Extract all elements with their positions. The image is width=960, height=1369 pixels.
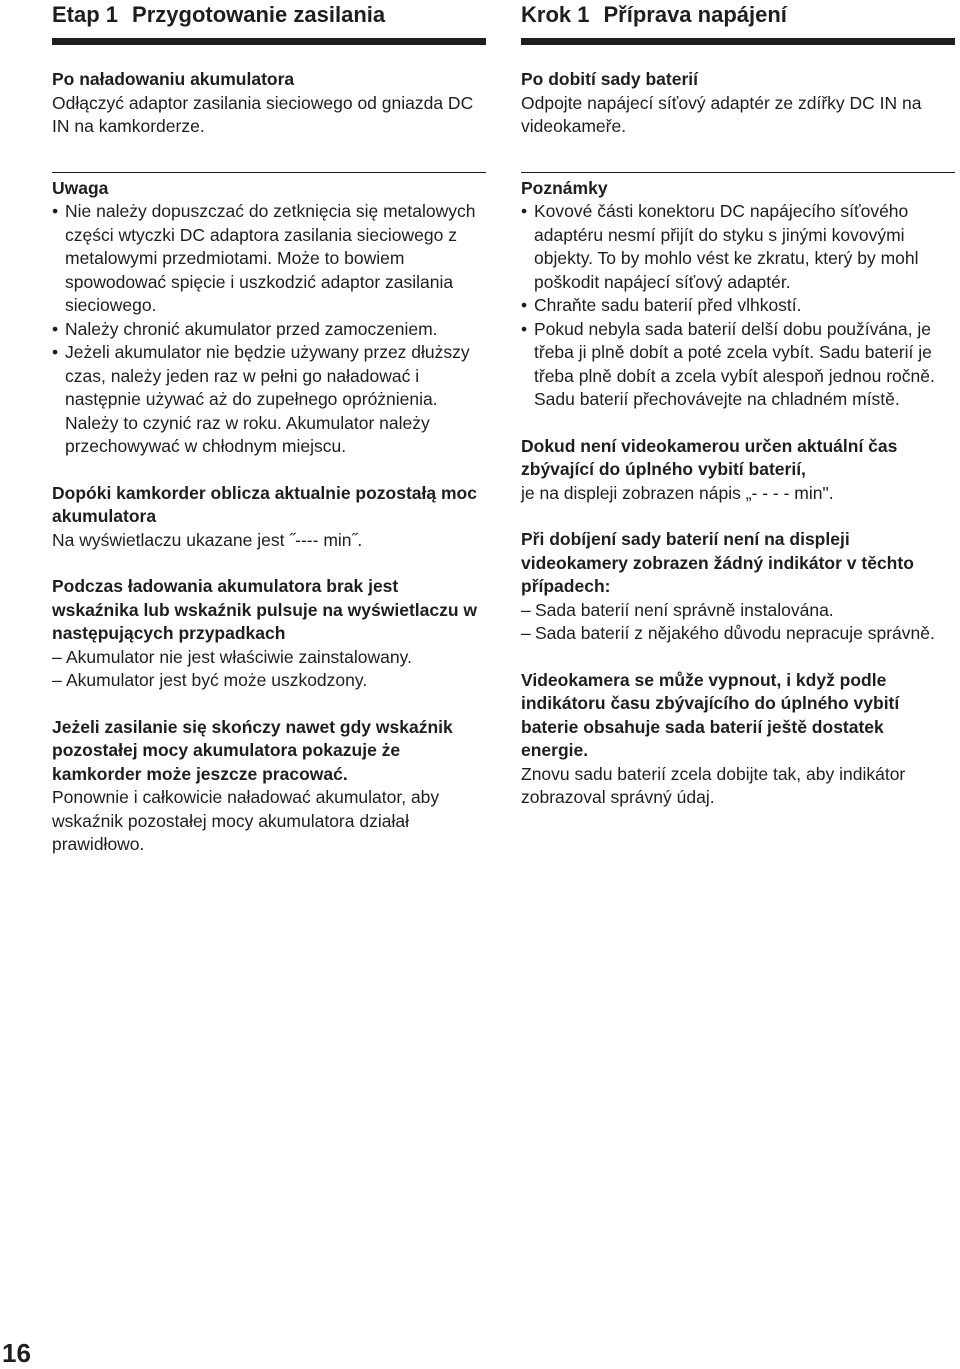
section-heading: Při dobíjení sady baterií není na displeji videokamery zobrazen žádný indikátor v těchto případech: bbox=[521, 529, 914, 596]
list-item: – Sada baterií není správně instalována. bbox=[521, 599, 955, 623]
power-ends-section bbox=[521, 669, 955, 810]
power-ends-section bbox=[52, 716, 486, 857]
dash-icon: – bbox=[521, 599, 531, 620]
section-text: Odłączyć adaptor zasilania sieciowego od gniazda DC IN na kamkorderze. bbox=[52, 92, 474, 136]
list-item: • Jeżeli akumulator nie będzie używany przez dłuższy czas, należy jeden raz w pełni go naładować i następnie używać aż do zupełnego opróżnienia. Należy to czynić raz w roku. Akumulator należy przechowywać w chłodnym miejscu. bbox=[52, 342, 470, 456]
list-item: • Pokud nebyla sada baterií delší dobu používána, je třeba ji plně dobít a poté zcela vybít. Sadu baterií je třeba plně dobít a zcela vybít alespoň jednou ročně. Sadu baterií přechovávejte na chladném místě. bbox=[521, 318, 935, 409]
list-item: – Sada baterií z nějakého důvodu nepracuje správně. bbox=[521, 622, 955, 646]
note-rule bbox=[521, 172, 955, 173]
note-rule bbox=[52, 172, 486, 173]
note-bullets bbox=[52, 200, 486, 459]
bullet-icon: • bbox=[521, 295, 528, 315]
bullet-icon: • bbox=[52, 342, 59, 362]
note-section bbox=[52, 177, 486, 459]
section-text: Odpojte napájecí síťový adaptér ze zdířky DC IN na videokameře. bbox=[521, 92, 922, 136]
section-heading: Jeżeli zasilanie się skończy nawet gdy wskaźnik pozostałej mocy akumulatora pokazuje że kamkorder może jeszcze pracować. bbox=[52, 716, 453, 784]
step-heading-cz bbox=[521, 2, 955, 28]
polish-column bbox=[2, 0, 486, 1368]
step-label: Etap 1 bbox=[52, 2, 119, 27]
dash-icon: – bbox=[521, 623, 531, 643]
section-heading: Podczas ładowania akumulatora brak jest wskaźnika lub wskaźnik pulsuje na wyświetlaczu w następujących przypadkach bbox=[52, 576, 478, 643]
list-item: • Kovové části konektoru DC napájecího síťového adaptéru nesmí přijít do styku s jinými kovovými objekty. To by mohlo vést ke zkratu, který by mohl poškodit napájecí síťový adaptér. bbox=[521, 201, 919, 292]
list-item: • Chraňte sadu baterií před vlhkostí. bbox=[521, 294, 955, 318]
list-item: • Nie należy dopuszczać do zetknięcia się metalowych części wtyczki DC adaptora zasilania sieciowego z metalowymi przedmiotami. Może to bowiem spowodować spięcie i uszkodzić adaptor zasilania sieciowego. bbox=[52, 201, 476, 315]
dash-list bbox=[521, 599, 955, 646]
section-heading: Dopóki kamkorder oblicza aktualnie pozostałą moc akumulatora bbox=[52, 482, 477, 526]
dash-list bbox=[52, 646, 486, 693]
section-heading: Po dobití sady baterií bbox=[521, 69, 698, 89]
after-charge-section bbox=[52, 68, 486, 139]
section-text: Znovu sadu baterií zcela dobijte tak, aby indikátor zobrazoval správný údaj. bbox=[521, 763, 906, 807]
calculating-section bbox=[52, 482, 486, 553]
page-number: 16 bbox=[2, 1338, 31, 1368]
section-heading: Videokamera se může vypnout, i když podle indikátoru času zbývajícího do úplného vybití baterie obsahuje sada baterií ještě dostatek energie. bbox=[521, 669, 900, 760]
section-text: je na displeji zobrazen nápis „- - - - min". bbox=[521, 482, 834, 503]
heading-rule bbox=[521, 38, 955, 45]
section-heading: Po naładowaniu akumulatora bbox=[52, 69, 295, 89]
bullet-icon: • bbox=[52, 201, 59, 221]
section-heading: Dokud není videokamerou určen aktuální čas zbývající do úplného vybití baterií, bbox=[521, 435, 898, 479]
bullet-icon: • bbox=[521, 318, 528, 339]
no-indicator-section bbox=[521, 528, 955, 646]
list-item: – Akumulator jest być może uszkodzony. bbox=[52, 669, 486, 693]
czech-column bbox=[521, 0, 955, 810]
bullet-icon: • bbox=[52, 318, 59, 339]
heading-rule bbox=[52, 38, 486, 45]
list-item: – Akumulator nie jest właściwie zainstalowany. bbox=[52, 646, 486, 670]
note-heading: Poznámky bbox=[521, 177, 608, 198]
note-section bbox=[521, 177, 955, 412]
section-text: Ponownie i całkowicie naładować akumulator, aby wskaźnik pozostałej mocy akumulatora działał prawidłowo. bbox=[52, 787, 440, 854]
dash-icon: – bbox=[52, 670, 62, 690]
no-indicator-section bbox=[52, 575, 486, 693]
step-label: Krok 1 bbox=[521, 2, 590, 27]
after-charge-section bbox=[521, 68, 955, 139]
dash-icon: – bbox=[52, 646, 62, 667]
step-title: Przygotowanie zasilania bbox=[132, 2, 386, 27]
note-bullets bbox=[521, 200, 955, 412]
step-heading-pl bbox=[52, 2, 486, 28]
calculating-section bbox=[521, 435, 955, 506]
bullet-icon: • bbox=[521, 201, 528, 221]
list-item: • Należy chronić akumulator przed zamoczeniem. bbox=[52, 318, 486, 342]
step-title: Příprava napájení bbox=[603, 2, 787, 27]
note-heading: Uwaga bbox=[52, 177, 109, 198]
section-text: Na wyświetlaczu ukazane jest ˝---- min˝. bbox=[52, 529, 363, 550]
